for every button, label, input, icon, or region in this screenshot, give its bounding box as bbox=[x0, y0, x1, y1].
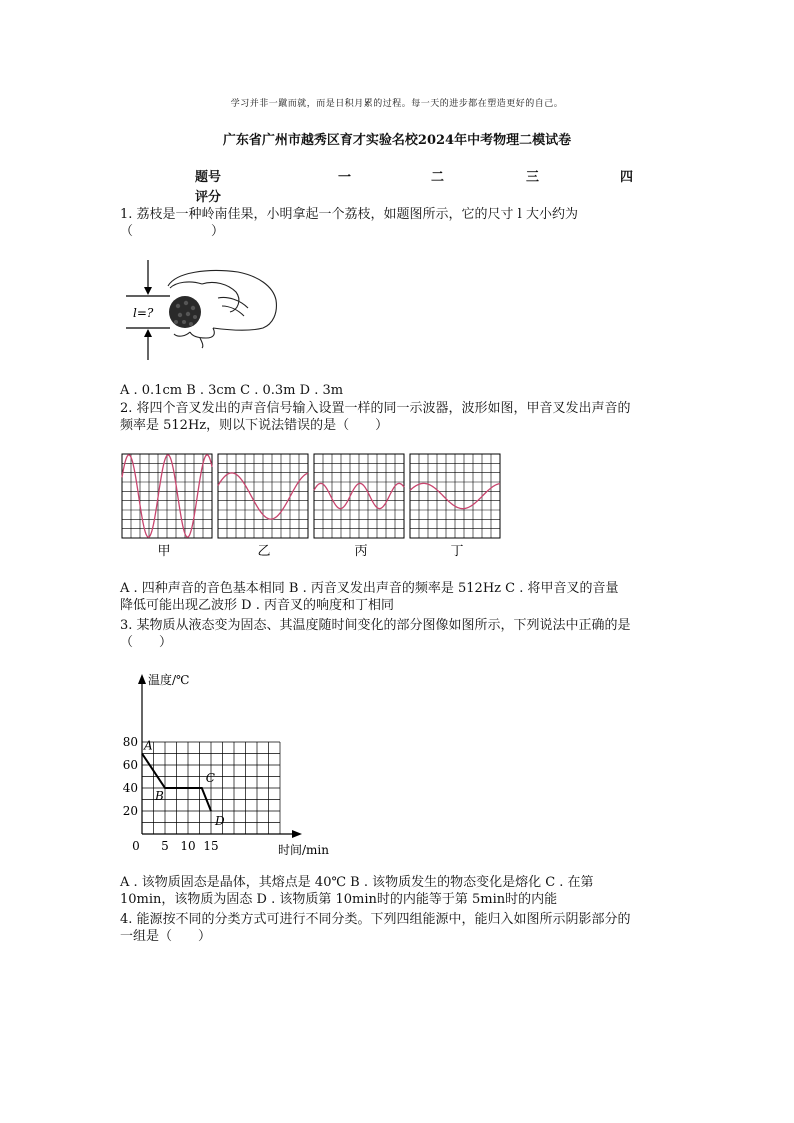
chart-x-tick-label: 5 bbox=[161, 839, 169, 853]
header-motto: 学习并非一蹴而就，而是日积月累的过程。每一天的进步都在塑造更好的自己。 bbox=[230, 99, 564, 109]
wave-label-ding: 丁 bbox=[450, 544, 464, 559]
chart-x-tick-label: 15 bbox=[203, 839, 219, 853]
score-col-label: 题号 bbox=[195, 170, 222, 185]
chart-x-arrow bbox=[292, 830, 302, 838]
chart-x-tick-label: 0 bbox=[132, 839, 140, 853]
oscilloscope-panel bbox=[410, 454, 500, 538]
q4-stem-line2: 一组是（ ） bbox=[120, 929, 212, 944]
q1-stem-line1: 1. 荔枝是一种岭南佳果，小明拿起一个荔枝，如题图所示，它的尺寸 l 大小约为 bbox=[120, 207, 578, 222]
q4-stem-line1: 4. 能源按不同的分类方式可进行不同分类。下列四组能源中，能归入如图所示阴影部分的 bbox=[120, 912, 631, 927]
q3-stem-line1: 3. 某物质从液态变为固态、其温度随时间变化的部分图像如图所示，下列说法中正确的是 bbox=[120, 618, 631, 633]
q3-options-line2: 10min，该物质为固态 D . 该物质第 10min时的内能等于第 5min时的内能 bbox=[120, 892, 558, 907]
score-col-1: 一 bbox=[338, 170, 352, 185]
chart-xlabel: 时间/min bbox=[278, 843, 329, 857]
q2-options-line1: A . 四种声音的音色基本相同 B . 丙音叉发出声音的频率是 512Hz C . 将甲音叉的音量 bbox=[120, 581, 619, 596]
chart-y-arrow bbox=[138, 674, 146, 684]
q2-oscilloscope-figure bbox=[118, 452, 503, 564]
score-row-label: 评分 bbox=[195, 190, 222, 205]
page-title: 广东省广州市越秀区育才实验名校2024年中考物理二模试卷 bbox=[222, 133, 572, 148]
q3-stem-line2: （ ） bbox=[120, 635, 173, 650]
chart-y-tick-label: 20 bbox=[122, 804, 138, 818]
q1-lychee-figure bbox=[118, 258, 283, 363]
wave-label-yi: 乙 bbox=[257, 544, 271, 559]
chart-x-tick-label: 10 bbox=[180, 839, 196, 853]
chart-point-label: A bbox=[144, 738, 153, 753]
wave-label-bing: 丙 bbox=[354, 544, 368, 559]
chart-y-tick-label: 40 bbox=[122, 781, 138, 795]
q2-stem-line1: 2. 将四个音叉发出的声音信号输入设置一样的同一示波器，波形如图，甲音叉发出声音的 bbox=[120, 401, 631, 416]
chart-y-tick-label: 80 bbox=[122, 735, 138, 749]
score-col-4: 四 bbox=[620, 170, 634, 185]
chart-y-tick-label: 60 bbox=[122, 758, 138, 772]
q1-options: A . 0.1cm B . 3cm C . 0.3m D . 3m bbox=[120, 383, 344, 398]
chart-ylabel: 温度/℃ bbox=[148, 673, 190, 687]
chart-point-label: D bbox=[215, 814, 225, 828]
q2-stem-line2: 频率是 512Hz，则以下说法错误的是（ ） bbox=[120, 418, 389, 433]
chart-point-label: C bbox=[205, 771, 215, 785]
score-col-3: 三 bbox=[526, 170, 540, 185]
q2-options-line2: 降低可能出现乙波形 D . 丙音叉的响度和丁相同 bbox=[120, 598, 394, 613]
q1-stem-line2: （ ） bbox=[120, 224, 225, 239]
score-col-2: 二 bbox=[431, 170, 445, 185]
q3-temperature-chart bbox=[118, 668, 343, 858]
chart-point-label: B bbox=[155, 789, 164, 803]
oscilloscope-panel bbox=[218, 454, 308, 538]
oscilloscope-panel bbox=[314, 454, 404, 538]
oscilloscope-panel bbox=[122, 454, 212, 538]
q1-figure-label: l=? bbox=[133, 306, 154, 320]
q3-options-line1: A . 该物质固态是晶体，其熔点是 40℃ B . 该物质发生的物态变化是熔化 C . 在第 bbox=[120, 875, 594, 890]
wave-label-jia: 甲 bbox=[157, 544, 171, 559]
